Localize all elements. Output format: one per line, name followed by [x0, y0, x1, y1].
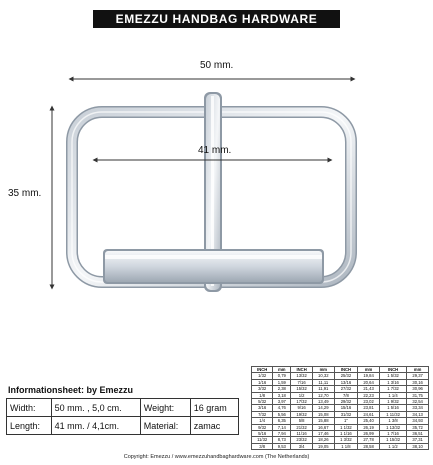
- inner-width-label: 41 mm.: [198, 145, 232, 156]
- conversion-cell: 1/16: [252, 379, 273, 385]
- conversion-cell: 1 1/2: [379, 443, 406, 449]
- conversion-cell: 38,10: [407, 443, 429, 449]
- conversion-cell: 3/8: [252, 443, 273, 449]
- conversion-cell: 8,73: [273, 437, 291, 443]
- conversion-cell: 1 1/4: [379, 392, 406, 398]
- conversion-cell: 1 3/32: [334, 437, 358, 443]
- conversion-cell: 11,91: [312, 386, 334, 392]
- conversion-cell: 1 11/32: [379, 411, 406, 417]
- conversion-cell: 21/32: [291, 424, 313, 430]
- conversion-header-cell: mm: [407, 367, 429, 373]
- conversion-cell: 4,76: [273, 405, 291, 411]
- conversion-cell: 15,08: [312, 411, 334, 417]
- conversion-cell: 1 13/32: [379, 424, 406, 430]
- conversion-cell: 14,29: [312, 405, 334, 411]
- conversion-cell: 15/16: [334, 405, 358, 411]
- conversion-cell: 3,18: [273, 392, 291, 398]
- conversion-cell: 28,58: [358, 443, 380, 449]
- conversion-cell: 27/32: [334, 386, 358, 392]
- outer-width-label: 50 mm.: [200, 60, 234, 71]
- length-value: 41 mm. / 4,1cm.: [51, 417, 140, 435]
- conversion-cell: 13/16: [334, 379, 358, 385]
- conversion-cell: 0,79: [273, 373, 291, 379]
- weight-value: 16 gram: [190, 399, 238, 417]
- conversion-cell: 1/4: [252, 418, 273, 424]
- inch-mm-conversion-table: [251, 366, 429, 450]
- weight-label: Weight:: [140, 399, 190, 417]
- conversion-cell: 1 1/16: [334, 431, 358, 437]
- conversion-cell: 9/16: [291, 405, 313, 411]
- conversion-header-cell: mm: [358, 367, 380, 373]
- conversion-cell: 3,97: [273, 399, 291, 405]
- conversion-cell: 13/32: [291, 373, 313, 379]
- conversion-cell: 12,70: [312, 392, 334, 398]
- conversion-cell: 1/32: [252, 373, 273, 379]
- conversion-cell: 1 3/8: [379, 418, 406, 424]
- conversion-cell: 26,19: [358, 424, 380, 430]
- conversion-cell: 17,46: [312, 431, 334, 437]
- conversion-header-cell: mm: [312, 367, 334, 373]
- conversion-header-cell: INCH: [291, 367, 313, 373]
- conversion-cell: 1 1/8: [334, 443, 358, 449]
- conversion-cell: 1/8: [252, 392, 273, 398]
- conversion-cell: 5/16: [252, 431, 273, 437]
- conversion-cell: 16,67: [312, 424, 334, 430]
- conversion-cell: 33,34: [407, 405, 429, 411]
- conversion-cell: 23,81: [358, 405, 380, 411]
- conversion-cell: 23,02: [358, 399, 380, 405]
- conversion-cell: 7/16: [291, 379, 313, 385]
- conversion-cell: 29,37: [407, 373, 429, 379]
- conversion-cell: 25,40: [358, 418, 380, 424]
- conversion-cell: 7,14: [273, 424, 291, 430]
- conversion-cell: 31,75: [407, 392, 429, 398]
- width-label: Width:: [7, 399, 52, 417]
- material-value: zamac: [190, 417, 238, 435]
- conversion-cell: 27,78: [358, 437, 380, 443]
- conversion-cell: 35,72: [407, 424, 429, 430]
- conversion-cell: 24,61: [358, 411, 380, 417]
- conversion-cell: 5/8: [291, 418, 313, 424]
- conversion-cell: 1 9/32: [379, 399, 406, 405]
- conversion-cell: 1 7/32: [379, 386, 406, 392]
- conversion-cell: 1 3/16: [379, 379, 406, 385]
- conversion-cell: 15/32: [291, 386, 313, 392]
- conversion-cell: 11/32: [252, 437, 273, 443]
- conversion-cell: 3/32: [252, 386, 273, 392]
- conversion-cell: 30,96: [407, 386, 429, 392]
- conversion-cell: 34,13: [407, 411, 429, 417]
- conversion-cell: 37,31: [407, 437, 429, 443]
- conversion-cell: 3/16: [252, 405, 273, 411]
- conversion-cell: 7,94: [273, 431, 291, 437]
- conversion-cell: 25/32: [334, 373, 358, 379]
- conversion-cell: 11,11: [312, 379, 334, 385]
- conversion-cell: 23/32: [291, 437, 313, 443]
- conversion-cell: 11/16: [291, 431, 313, 437]
- conversion-header-cell: INCH: [334, 367, 358, 373]
- conversion-cell: 21,43: [358, 386, 380, 392]
- table-row: [252, 443, 429, 449]
- width-value: 50 mm. , 5,0 cm.: [51, 399, 140, 417]
- conversion-cell: 1 1/32: [334, 424, 358, 430]
- info-row-length: [7, 417, 239, 435]
- conversion-cell: 15,88: [312, 418, 334, 424]
- height-label: 35 mm.: [8, 188, 42, 199]
- conversion-cell: 36,51: [407, 431, 429, 437]
- copyright-footer: Copyright: Emezzu / www.emezzuhandbaghardware.com (The Netherlands): [123, 454, 310, 460]
- info-sheet-table: [6, 398, 239, 435]
- conversion-header-cell: INCH: [252, 367, 273, 373]
- info-row-width: [7, 399, 239, 417]
- conversion-cell: 13,49: [312, 399, 334, 405]
- conversion-cell: 19,05: [312, 443, 334, 449]
- conversion-cell: 17/32: [291, 399, 313, 405]
- conversion-cell: 1 15/32: [379, 437, 406, 443]
- conversion-cell: 1 5/32: [379, 373, 406, 379]
- conversion-header-cell: mm: [273, 367, 291, 373]
- conversion-cell: 2,38: [273, 386, 291, 392]
- conversion-cell: 18,26: [312, 437, 334, 443]
- conversion-cell: 1,59: [273, 379, 291, 385]
- conversion-cell: 29/32: [334, 399, 358, 405]
- conversion-cell: 34,93: [407, 418, 429, 424]
- conversion-cell: 26,99: [358, 431, 380, 437]
- material-label: Material:: [140, 417, 190, 435]
- conversion-cell: 30,16: [407, 379, 429, 385]
- conversion-cell: 32,54: [407, 399, 429, 405]
- conversion-cell: 1 7/16: [379, 431, 406, 437]
- buckle-roller: [103, 249, 324, 284]
- length-label: Length:: [7, 417, 52, 435]
- conversion-cell: 7/8: [334, 392, 358, 398]
- conversion-cell: 1": [334, 418, 358, 424]
- info-sheet-title: Informationsheet: by Emezzu: [8, 385, 134, 395]
- conversion-cell: 31/32: [334, 411, 358, 417]
- conversion-cell: 19,84: [358, 373, 380, 379]
- conversion-cell: 1/2: [291, 392, 313, 398]
- conversion-cell: 6,35: [273, 418, 291, 424]
- conversion-cell: 22,23: [358, 392, 380, 398]
- conversion-cell: 5/32: [252, 399, 273, 405]
- conversion-cell: 1 5/16: [379, 405, 406, 411]
- conversion-cell: 9/32: [252, 424, 273, 430]
- conversion-cell: 5,56: [273, 411, 291, 417]
- conversion-cell: 19/32: [291, 411, 313, 417]
- conversion-cell: 7/32: [252, 411, 273, 417]
- conversion-cell: 9,53: [273, 443, 291, 449]
- conversion-cell: 10,32: [312, 373, 334, 379]
- conversion-header-cell: INCH: [379, 367, 406, 373]
- page-title: EMEZZU HANDBAG HARDWARE: [93, 10, 340, 28]
- conversion-cell: 20,64: [358, 379, 380, 385]
- conversion-cell: 3/4: [291, 443, 313, 449]
